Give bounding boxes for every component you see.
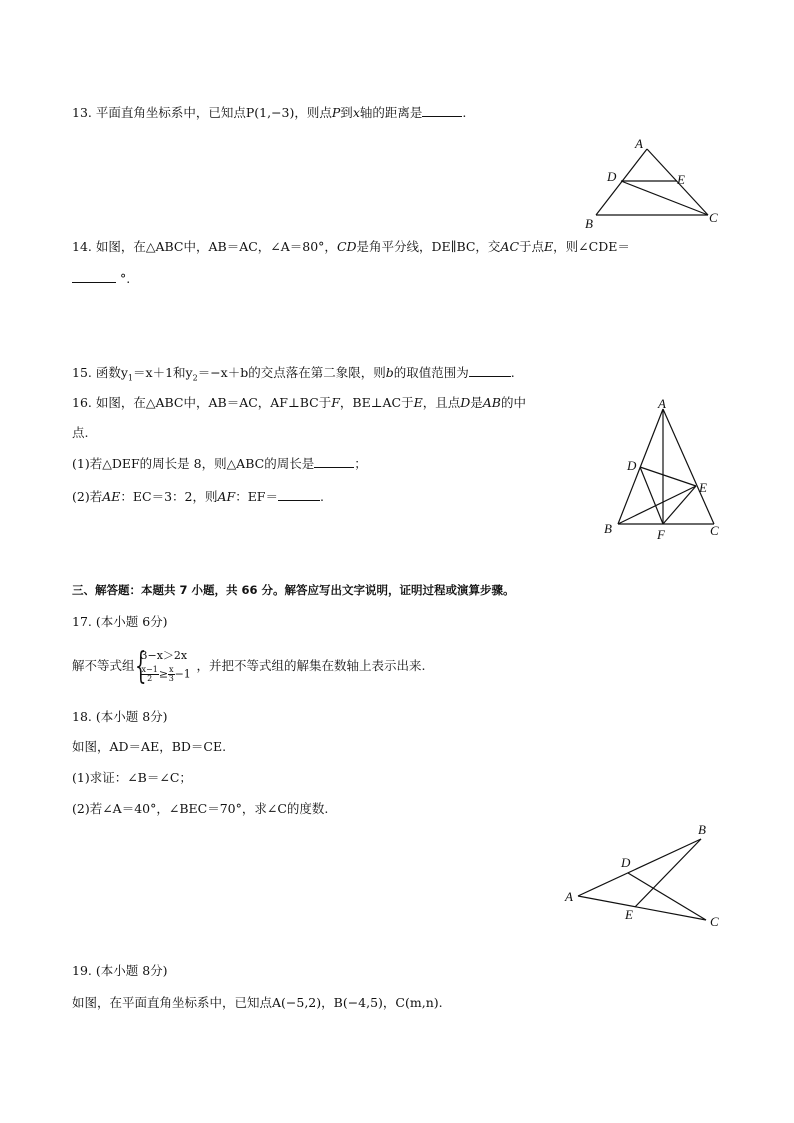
- q17-frac-2-num: x: [169, 664, 174, 674]
- question-17: [72, 646, 426, 686]
- q16-part2-blank: [278, 488, 320, 501]
- question-14-line2: [72, 270, 130, 288]
- q14-text-a: 14. 如图，在△ABC中，AB＝AC，∠A＝80°，: [72, 239, 337, 254]
- q18-line1: 如图，AD＝AE，BD＝CE.: [72, 739, 227, 754]
- q16-text-e: 的中: [500, 395, 526, 410]
- q14-answer-blank: [72, 270, 116, 283]
- fig14-label-c: C: [709, 210, 718, 225]
- fig14-side-ab: [596, 149, 647, 215]
- q15-sub-1: 1: [127, 373, 134, 383]
- q14-var-e: E: [544, 239, 554, 254]
- q16-part1-text: (1)若△DEF的周长是 8，则△ABC的周长是: [72, 456, 315, 471]
- q17-ge: ≥: [158, 667, 169, 680]
- fig14-label-d: D: [607, 169, 617, 184]
- question-13: [72, 104, 466, 122]
- q13-var-p: P: [331, 105, 341, 120]
- fig16-segment-ef: [663, 486, 696, 524]
- q14-var-ac: AC: [500, 239, 520, 254]
- q17-frac-1: [141, 666, 159, 683]
- q15-text-b: ＝x＋1和y: [133, 365, 193, 380]
- q14-var-cd: CD: [336, 239, 357, 254]
- q17-frac-1-den: 2: [147, 673, 153, 683]
- q13-var-x: x: [352, 105, 360, 120]
- fig18-label-d: D: [621, 855, 631, 870]
- figure-16-triangle: [596, 394, 730, 544]
- q16-part2: [72, 488, 324, 506]
- fig16-label-f: F: [657, 527, 665, 542]
- fig16-label-d: D: [627, 458, 637, 473]
- fig16-segment-de: [640, 467, 696, 486]
- fig18-label-b: B: [698, 822, 706, 837]
- q17-tail: −1: [174, 667, 191, 680]
- q19-header: 19. (本小题 8分): [72, 963, 168, 978]
- fig14-label-a: A: [635, 136, 643, 151]
- q16-text-b: ，BE⊥AC于: [339, 395, 414, 410]
- q15-text-c: ＝−x＋b的交点落在第二象限，则: [197, 365, 386, 380]
- q14-text-d: ，则∠CDE＝: [553, 239, 630, 254]
- q16-part1-end: ；: [354, 456, 367, 471]
- q17-ineq-2: [141, 666, 191, 683]
- q16-part1: [72, 455, 367, 473]
- q17-frac-1-num: x−1: [141, 664, 158, 674]
- q18-line2: (1)求证：∠B＝∠C；: [72, 770, 192, 785]
- q16-text-a: 16. 如图，在△ABC中，AB＝AC，AF⊥BC于: [72, 395, 332, 410]
- q13-text-b: 到: [340, 105, 353, 120]
- q16-part2-c: ：EF＝: [235, 489, 278, 504]
- q16-var-af: AF: [217, 489, 236, 504]
- question-15: [72, 364, 515, 388]
- q17-frac-2-den: 3: [168, 673, 174, 683]
- q18-line3: (2)若∠A＝40°，∠BEC＝70°，求∠C的度数.: [72, 801, 329, 816]
- fig14-segment-dc: [621, 181, 708, 215]
- fig16-side-ac: [663, 409, 714, 524]
- q17-inequality-system: { 3−x＞2x $\frac{x-1}{2}$ ≥ $\frac{x}{3}$ −1: [134, 645, 191, 687]
- q16-text-c: ，且点: [422, 395, 461, 410]
- fig16-label-c: C: [710, 523, 719, 538]
- fig18-label-e: E: [625, 907, 633, 922]
- q15-text-a: 15. 函数y: [72, 365, 128, 380]
- fig18-label-c: C: [710, 914, 719, 929]
- q16-part2-end: .: [320, 489, 324, 504]
- q16-var-d: D: [460, 395, 471, 410]
- q16-var-f: F: [331, 395, 340, 410]
- fig16-label-a: A: [658, 396, 666, 411]
- q14-text-c: 于点: [519, 239, 545, 254]
- q19-line1: 如图，在平面直角坐标系中，已知点A(−5,2)，B(−4,5)，C(m,n).: [72, 995, 443, 1010]
- q15-sub-2: 2: [192, 373, 198, 383]
- fig18-label-a: A: [565, 889, 573, 904]
- q14-text-b: 是角平分线，DE∥BC，交: [356, 239, 501, 254]
- q16-line2: 点.: [72, 425, 89, 440]
- q16-part2-b: ：EC＝3：2，则: [120, 489, 218, 504]
- q13-text-a: 13. 平面直角坐标系中，已知点P(1,−3)，则点: [72, 105, 332, 120]
- fig14-label-b: B: [585, 216, 593, 231]
- question-16: [72, 394, 526, 412]
- figure-18: [556, 818, 732, 934]
- q13-text-c: 轴的距离是: [359, 105, 423, 120]
- fig16-label-b: B: [604, 521, 612, 536]
- fig16-label-e: E: [699, 480, 707, 495]
- q16-var-ab: AB: [482, 395, 501, 410]
- q15-end: .: [510, 365, 515, 380]
- q16-var-ae: AE: [102, 489, 121, 504]
- fig18-segment-ab: [578, 839, 701, 896]
- q16-part1-blank: [314, 455, 354, 468]
- q16-part2-a: (2)若: [72, 489, 103, 504]
- q17-header: 17. (本小题 6分): [72, 614, 168, 629]
- figure-14-triangle: [578, 134, 728, 232]
- section-3-title: 三、解答题：本题共 7 小题，共 66 分。解答应写出文字说明，证明过程或演算步骤。: [72, 583, 515, 597]
- q15-var-b: b: [385, 365, 394, 380]
- q15-text-d: 的取值范围为: [393, 365, 469, 380]
- q14-line2-end: °.: [119, 271, 131, 286]
- q18-header: 18. (本小题 8分): [72, 709, 168, 724]
- fig16-segment-df: [640, 467, 663, 524]
- q17-text-b: ，并把不等式组的解集在数轴上表示出来.: [196, 658, 426, 673]
- q17-ineq-1: 3−x＞2x: [140, 648, 188, 662]
- fig16-altitude-be: [618, 486, 696, 524]
- q15-answer-blank: [469, 364, 511, 377]
- fig14-label-e: E: [677, 172, 685, 187]
- q17-text-a: 解不等式组: [72, 658, 135, 673]
- question-14: [72, 238, 630, 256]
- q13-answer-blank: [422, 104, 462, 117]
- q16-text-d: 是: [470, 395, 483, 410]
- q13-end: .: [462, 105, 467, 120]
- q16-var-e: E: [413, 395, 423, 410]
